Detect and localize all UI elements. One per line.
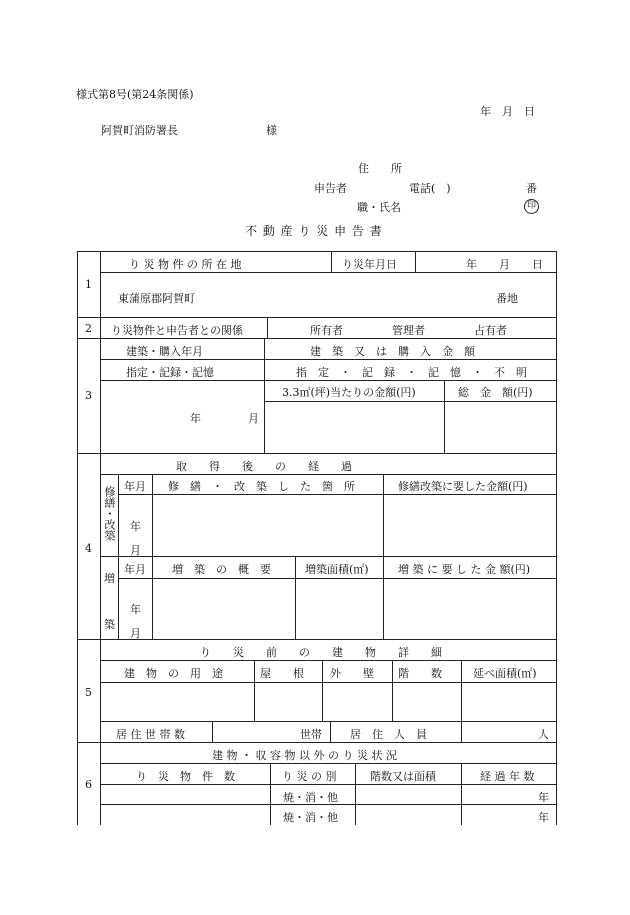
right-options: 指 定 ・ 記 録 ・ 記 憶 ・ 不 明 — [296, 366, 527, 379]
extension-ym-header: 年月 — [124, 563, 146, 576]
phone-label: 電話( ) — [409, 182, 451, 195]
extension-vertical-2: 築 — [104, 618, 115, 631]
per-tsubo-label: 3.3㎡(坪)当たりの金額(円) — [282, 386, 416, 399]
extension-year: 年 — [130, 603, 141, 616]
header-date: 年 月 日 — [480, 105, 535, 118]
roof-header: 屋 根 — [260, 667, 304, 680]
occupant-option: 占有者 — [474, 324, 507, 337]
owner-option: 所有者 — [310, 324, 343, 337]
declarant-label: 申告者 — [314, 182, 347, 195]
disaster-date-value: 年 月 日 — [466, 258, 543, 271]
repair-ym-header: 年月 — [124, 480, 146, 493]
households-unit: 世帯 — [300, 728, 322, 741]
building-use-header: 建 物 の 用 途 — [124, 667, 223, 680]
purchase-month: 月 — [248, 412, 259, 425]
floors-header: 階 数 — [398, 667, 442, 680]
floor-area-header: 延べ面積(㎡) — [473, 667, 537, 680]
extension-summary-header: 増 築 の 概 要 — [172, 563, 271, 576]
address-label: 住 所 — [358, 162, 402, 175]
phone-ban: 番 — [526, 182, 537, 195]
other-damage-header: 建 物 ・ 収 容 物 以 外 の り 災 状 況 — [212, 749, 397, 762]
purchase-year: 年 — [190, 412, 201, 425]
extension-vertical-1: 増 — [104, 572, 115, 585]
repair-cost-header: 修繕改築に要した金額(円) — [398, 480, 528, 493]
repair-place-header: 修 繕 ・ 改 築 し た 箇 所 — [168, 480, 355, 493]
section-number-4: 4 — [85, 542, 92, 555]
repair-vertical-label: 修繕・改築 — [103, 486, 116, 541]
purchase-date-label: 建築・購入年月 — [126, 345, 203, 358]
document-title: 不 動 産 り 災 申 告 書 — [245, 224, 383, 238]
extension-cost-header: 増 築 に 要 し た 金 額(円) — [398, 563, 531, 576]
left-options: 指定・記録・記憶 — [126, 366, 214, 379]
elapsed-years-unit-row2: 年 — [538, 811, 549, 824]
addressee-sama: 様 — [266, 124, 277, 137]
banchi-label: 番地 — [496, 292, 518, 305]
wall-header: 外 壁 — [330, 667, 374, 680]
location-label: り 災 物 件 の 所 在 地 — [129, 258, 242, 271]
damaged-items-header: り 災 物 件 数 — [136, 770, 235, 783]
section-number-3: 3 — [85, 389, 92, 402]
section-number-5: 5 — [85, 686, 92, 699]
residents-unit: 人 — [538, 728, 549, 741]
repair-year: 年 — [130, 520, 141, 533]
extension-month: 月 — [130, 627, 141, 640]
households-label: 居 住 世 帯 数 — [116, 728, 185, 741]
seal-icon: 印 — [524, 199, 539, 214]
name-label: 職・氏名 — [357, 201, 401, 214]
section-number-6: 6 — [85, 778, 92, 791]
post-acquisition-header: 取 得 後 の 経 過 — [176, 460, 352, 473]
building-detail-header: り 災 前 の 建 物 詳 細 — [200, 646, 442, 659]
repair-month: 月 — [130, 544, 141, 557]
form-number: 様式第8号(第24条関係) — [76, 88, 194, 101]
extension-area-header: 増築面積(㎡) — [305, 563, 369, 576]
damage-type-header: り 災 の 別 — [282, 770, 337, 783]
manager-option: 管理者 — [392, 324, 425, 337]
floors-area-header: 階数又は面積 — [370, 770, 436, 783]
relationship-label: り災物件と申告者との関係 — [111, 324, 243, 337]
purchase-amount-label: 建 築 又 は 購 入 金 額 — [310, 345, 475, 358]
damage-type-row2: 焼・消・他 — [283, 811, 338, 824]
section-number-2: 2 — [85, 322, 92, 335]
address-prefix: 東蒲原郡阿賀町 — [118, 292, 195, 305]
section-number-1: 1 — [85, 278, 92, 291]
elapsed-years-header: 経 過 年 数 — [480, 770, 535, 783]
disaster-date-label: り災年月日 — [342, 258, 397, 271]
elapsed-years-unit-row1: 年 — [538, 791, 549, 804]
total-amount-label: 総 金 額(円) — [458, 386, 533, 399]
residents-label: 居 住 人 員 — [350, 728, 427, 741]
addressee: 阿賀町消防署長 — [101, 124, 178, 137]
damage-type-row1: 焼・消・他 — [283, 791, 338, 804]
